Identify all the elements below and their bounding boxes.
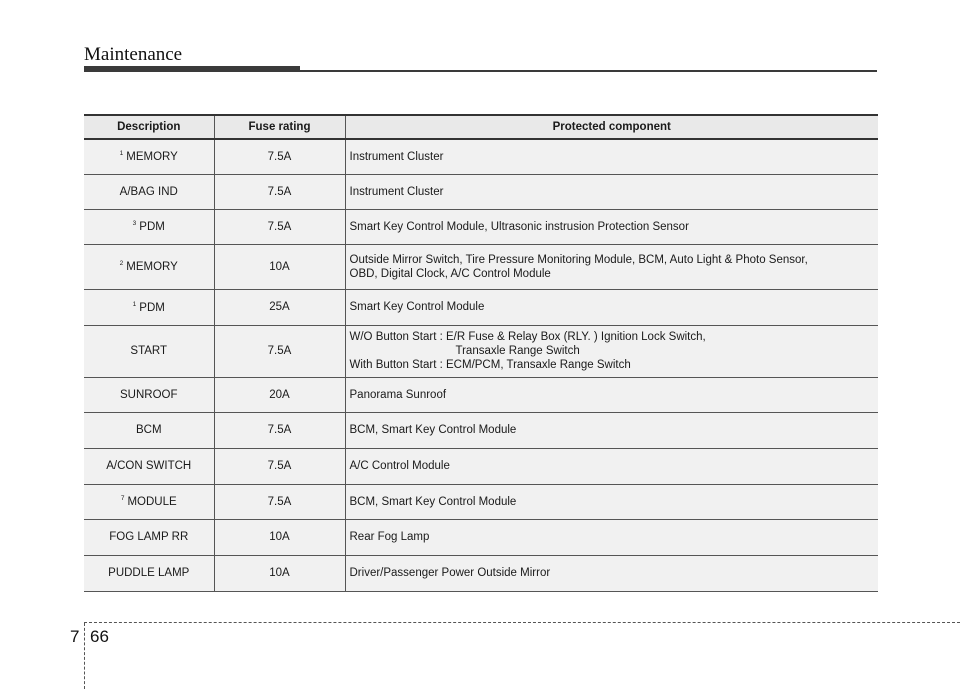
table-row	[84, 377, 878, 412]
description-text: PUDDLE LAMP	[108, 567, 190, 579]
footnote-marker: 2	[119, 260, 124, 268]
table-header-row	[84, 115, 878, 139]
description-cell	[84, 519, 214, 555]
protected-component-cell	[345, 244, 878, 289]
protected-component-cell	[345, 209, 878, 244]
fuse-table	[84, 114, 878, 592]
protected-component-cell	[345, 174, 878, 209]
header-rule	[300, 70, 877, 72]
protected-component-cell	[345, 555, 878, 591]
description-cell	[84, 209, 214, 244]
component-text: W/O Button Start : E/R Fuse & Relay Box (RLY. ) Ignition Lock Switch,	[349, 331, 706, 343]
fuse-rating-cell: 10A	[214, 244, 345, 289]
table-row	[84, 555, 878, 591]
description-cell	[84, 412, 214, 448]
description-cell	[84, 484, 214, 519]
table-row	[84, 484, 878, 519]
description-text: MODULE	[127, 495, 177, 508]
component-text: Outside Mirror Switch, Tire Pressure Monitoring Module, BCM, Auto Light & Photo Sensor,	[349, 253, 808, 266]
description-text: FOG LAMP RR	[109, 531, 189, 543]
page-title: Maintenance	[84, 44, 183, 65]
table-row	[84, 325, 878, 377]
fuse-rating-cell: 25A	[214, 289, 345, 325]
description-cell	[84, 174, 214, 209]
component-text: Driver/Passenger Power Outside Mirror	[349, 567, 551, 579]
footer-rule	[84, 622, 960, 623]
fuse-rating-cell: 10A	[214, 519, 345, 555]
column-header-fuse-rating: Fuse rating	[214, 115, 345, 139]
protected-component-cell	[345, 325, 878, 377]
description-text: PDM	[139, 301, 165, 314]
component-text: With Button Start : ECM/PCM, Transaxle Range Switch	[349, 359, 631, 371]
table-row	[84, 139, 878, 174]
fuse-rating-cell: 10A	[214, 555, 345, 591]
description-cell	[84, 555, 214, 591]
component-text: Smart Key Control Module, Ultrasonic instrusion Protection Sensor	[349, 220, 689, 233]
fuse-rating-cell: 7.5A	[214, 209, 345, 244]
component-text: BCM, Smart Key Control Module	[349, 495, 517, 508]
component-text: A/C Control Module	[349, 460, 450, 472]
footnote-marker: 1	[119, 150, 124, 158]
description-text: MEMORY	[126, 260, 178, 273]
table-row	[84, 289, 878, 325]
protected-component-cell	[345, 519, 878, 555]
description-cell	[84, 377, 214, 412]
component-text: BCM, Smart Key Control Module	[349, 424, 517, 436]
description-cell	[84, 325, 214, 377]
description-cell	[84, 139, 214, 174]
description-text: A/CON SWITCH	[106, 460, 192, 472]
footnote-marker: 7	[120, 495, 125, 503]
description-text: BCM	[135, 424, 162, 436]
component-text: Transaxle Range Switch	[455, 345, 580, 357]
table-row	[84, 519, 878, 555]
footer-divider	[84, 623, 85, 689]
protected-component-cell	[345, 448, 878, 484]
protected-component-cell	[345, 377, 878, 412]
fuse-rating-cell: 7.5A	[214, 174, 345, 209]
fuse-rating-cell: 7.5A	[214, 139, 345, 174]
description-text: PDM	[139, 220, 165, 233]
fuse-rating-cell: 7.5A	[214, 412, 345, 448]
footnote-marker: 3	[132, 220, 137, 228]
description-cell	[84, 448, 214, 484]
table-row	[84, 174, 878, 209]
table-row	[84, 448, 878, 484]
page-number: 66	[90, 627, 109, 646]
footnote-marker: 1	[132, 300, 137, 308]
fuse-rating-cell: 20A	[214, 377, 345, 412]
column-header-protected-component: Protected component	[345, 115, 878, 139]
table-row	[84, 412, 878, 448]
component-text: Smart Key Control Module	[349, 301, 485, 313]
description-text: SUNROOF	[120, 388, 178, 401]
component-text: OBD, Digital Clock, A/C Control Module	[349, 267, 551, 280]
description-text: START	[130, 345, 168, 357]
protected-component-cell	[345, 289, 878, 325]
fuse-rating-cell: 7.5A	[214, 484, 345, 519]
component-text: Instrument Cluster	[349, 150, 444, 163]
component-text: Panorama Sunroof	[349, 388, 447, 401]
component-text: Instrument Cluster	[349, 185, 444, 198]
description-text: MEMORY	[126, 151, 178, 164]
fuse-rating-cell: 7.5A	[214, 325, 345, 377]
protected-component-cell	[345, 484, 878, 519]
table-row	[84, 209, 878, 244]
column-header-description: Description	[84, 115, 214, 139]
description-cell	[84, 244, 214, 289]
description-cell	[84, 289, 214, 325]
chapter-number: 7	[70, 627, 80, 646]
description-text: A/BAG IND	[119, 185, 178, 198]
component-text: Rear Fog Lamp	[349, 531, 430, 543]
fuse-rating-cell: 7.5A	[214, 448, 345, 484]
protected-component-cell	[345, 412, 878, 448]
header-bar	[84, 66, 300, 72]
table-row	[84, 244, 878, 289]
protected-component-cell	[345, 139, 878, 174]
